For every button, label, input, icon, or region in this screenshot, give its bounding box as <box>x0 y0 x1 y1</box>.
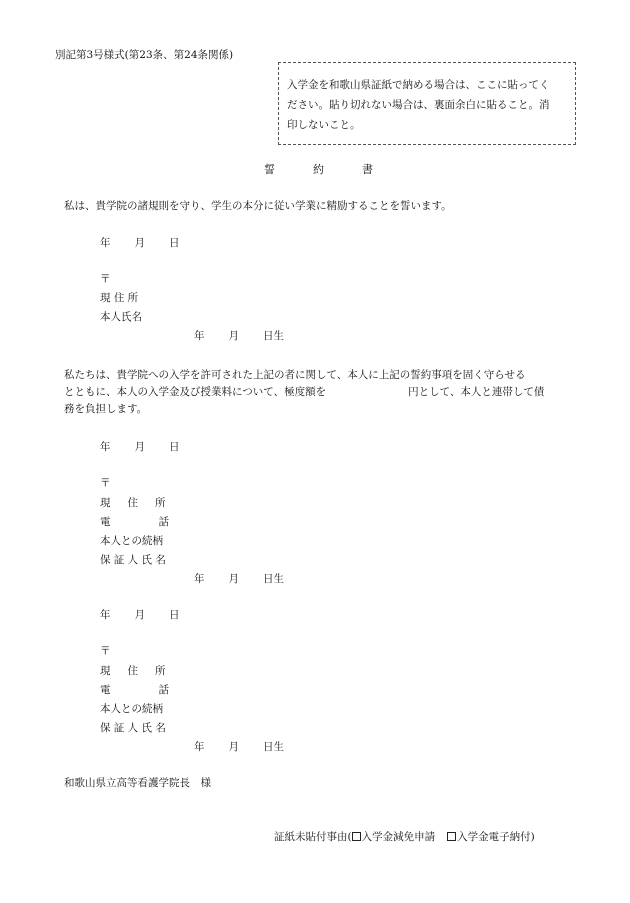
birth-month-label: 月 <box>228 330 239 342</box>
date-day-label: 日 <box>169 609 180 621</box>
date-month-label: 月 <box>134 441 145 453</box>
title-char: 約 <box>313 163 324 176</box>
birth-year-label: 年 <box>194 330 205 342</box>
unpasted-stamp-reason <box>274 832 535 843</box>
birth-suffix-label: 日生 <box>263 573 284 585</box>
guarantor-address-label <box>100 666 166 677</box>
stamp-note-line: 入学金を和歌山県証紙で納める場合は、ここに貼ってく <box>287 79 550 91</box>
date-year-label: 年 <box>100 609 111 621</box>
title-char: 書 <box>362 163 373 176</box>
addressee: 和歌山県立高等看護学院長 様 <box>64 777 211 789</box>
label-char: 電 <box>100 516 111 528</box>
birth-suffix-label: 日生 <box>263 741 284 753</box>
date-day-label: 日 <box>169 441 180 453</box>
guarantor-name-label: 保 証 人 氏 名 <box>100 722 166 734</box>
stamp-note <box>287 75 571 135</box>
stamp-note-line: ださい。貼り切れない場合は、裏面余白に貼ること。消 <box>287 99 550 111</box>
label-char: 住 <box>127 665 138 677</box>
guarantor-address-label <box>100 498 166 509</box>
label-char: 話 <box>158 516 169 528</box>
document-title <box>264 164 373 175</box>
label-char: 話 <box>158 684 169 696</box>
date-line <box>100 238 190 249</box>
footer-option-2: 入学金電子納付 <box>457 831 531 843</box>
guarantor-name-label: 保 証 人 氏 名 <box>100 554 166 566</box>
statement-line-before: とともに、本人の入学金及び授業料について、極度額を <box>64 386 327 398</box>
statement-line: 務を負担します。 <box>64 403 148 415</box>
stamp-note-line: 印しないこと。 <box>287 119 361 131</box>
guarantor-phone-label <box>100 685 169 696</box>
postal-mark: 〒 <box>100 645 111 657</box>
guarantor-relation-label: 本人との続柄 <box>100 703 163 715</box>
label-char: 現 <box>100 497 111 509</box>
date-day-label: 日 <box>169 237 180 249</box>
date-year-label: 年 <box>100 441 111 453</box>
pledge-text: 私は、貴学院の諸規則を守り、学生の本分に従い学業に精励することを誓います。 <box>64 200 452 212</box>
date-year-label: 年 <box>100 237 111 249</box>
label-char: 電 <box>100 684 111 696</box>
form-number: 別記第3号様式(第23条、第24条関係) <box>55 49 234 61</box>
student-birthdate <box>194 331 284 342</box>
statement-line-after: 円として、本人と連帯して債 <box>408 386 545 398</box>
guarantor-birthdate <box>194 742 284 753</box>
statement-line: 私たちは、貴学院への入学を許可された上記の者に関して、本人に上記の誓約事項を固く守らせる <box>64 369 526 381</box>
birth-month-label: 月 <box>228 573 239 585</box>
date-line <box>100 442 190 453</box>
birth-month-label: 月 <box>228 741 239 753</box>
student-address-label: 現 住 所 <box>100 292 139 304</box>
checkbox-electronic-payment[interactable] <box>447 832 456 841</box>
guarantor-relation-label: 本人との続柄 <box>100 535 163 547</box>
postal-mark: 〒 <box>100 273 111 285</box>
guarantor-birthdate <box>194 574 284 585</box>
label-char: 所 <box>155 665 166 677</box>
birth-year-label: 年 <box>194 741 205 753</box>
title-char: 誓 <box>264 163 275 176</box>
footer-option-1: 入学金減免申請 <box>361 831 436 843</box>
label-char: 所 <box>155 497 166 509</box>
checkbox-fee-exemption[interactable] <box>352 832 361 841</box>
postal-mark: 〒 <box>100 477 111 489</box>
label-char: 住 <box>127 497 138 509</box>
birth-year-label: 年 <box>194 573 205 585</box>
label-char: 現 <box>100 665 111 677</box>
footer-suffix: ) <box>530 831 535 843</box>
date-month-label: 月 <box>134 237 145 249</box>
date-month-label: 月 <box>134 609 145 621</box>
footer-prefix: 証紙未貼付事由( <box>274 831 352 843</box>
student-name-label: 本人氏名 <box>100 311 142 323</box>
date-line <box>100 610 190 621</box>
guarantor-statement <box>64 367 544 418</box>
statement-line <box>64 384 544 401</box>
birth-suffix-label: 日生 <box>263 330 284 342</box>
guarantor-phone-label <box>100 517 169 528</box>
